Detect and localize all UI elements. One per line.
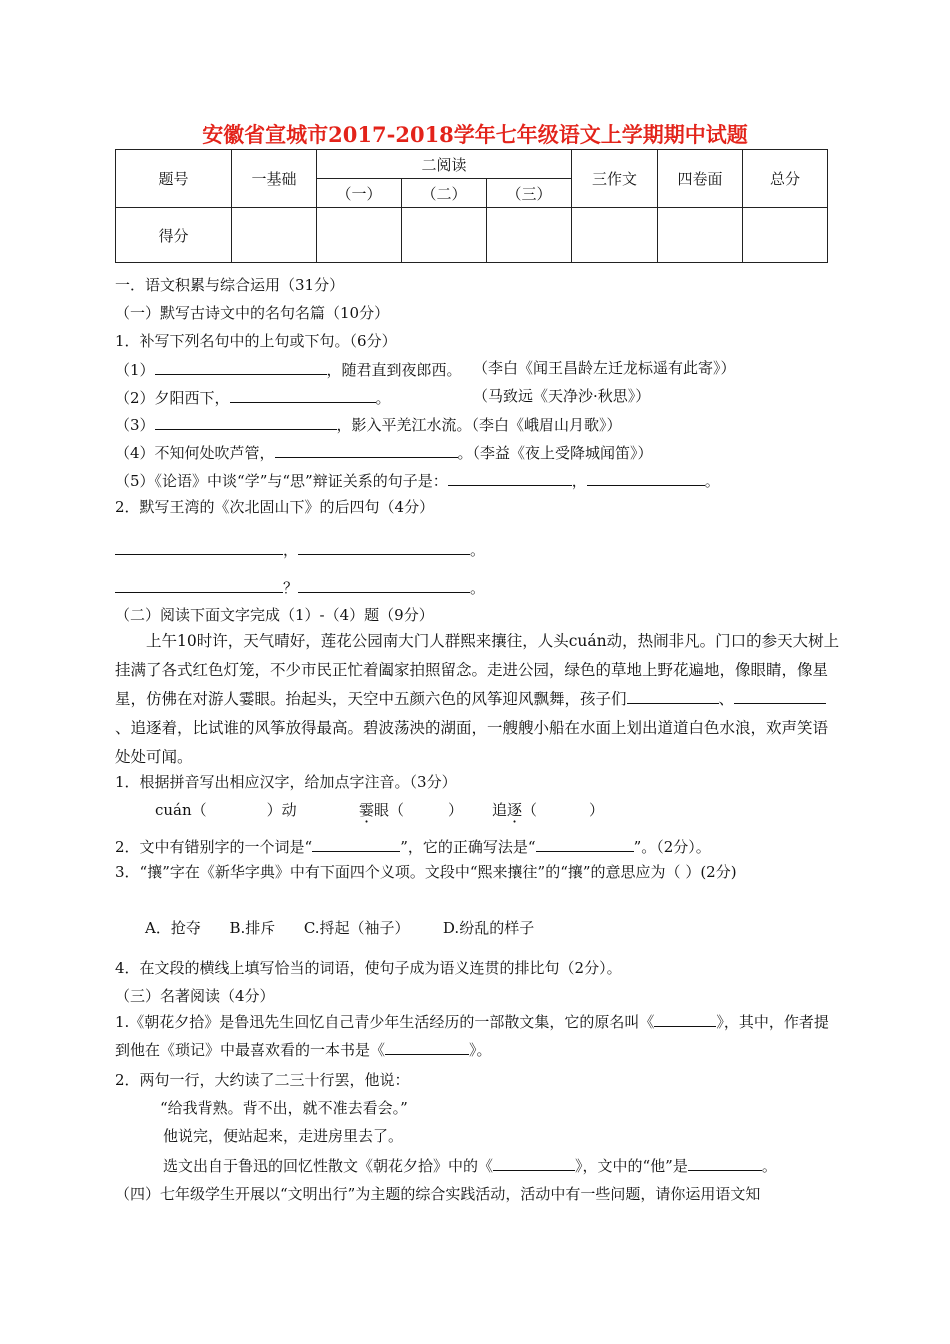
header-sub-3: （三） (487, 179, 572, 208)
question-1-2: （2）夕阳西下， 。 （马致远《天净沙·秋思》） (115, 387, 651, 407)
header-jichu: 一基础 (232, 150, 317, 208)
exam-title: 安徽省宣城市2017-2018学年七年级语文上学期期中试题 (202, 122, 748, 147)
part4-text: （四）七年级学生开展以“文明出行”为主题的综合实践活动，活动中有一些问题，请你运用语文知 (115, 1185, 761, 1203)
score-table (115, 149, 828, 263)
header-sub-2: （二） (402, 179, 487, 208)
answer-blank[interactable] (448, 469, 572, 486)
answer-blank[interactable] (385, 1038, 469, 1055)
answer-blank[interactable] (155, 358, 327, 375)
reading-passage: 上午10时许，天气晴好，莲花公园南大门人群熙来攘往，人头cuán动，热闹非凡。门口的参天大树上挂满了各式红色灯笼，不少市民正忙着阖家拍照留念。走进公园，绿色的草地上野花遍地，像眼睛，像星星，仿佛在对游人霎眼。抬起头，天空中五颜六色的风筝迎风飘舞，孩子们 、、追逐着，比试谁的风筝放得最高。碧波荡泱的湖面，一艘艘小船在水面上划出道道白色水浪，欢声笑语处处可闻。 (115, 632, 840, 766)
question-1-3: （3） ，影入平羌江水流。（李白《峨眉山月歌》） (115, 413, 622, 435)
header-zongfen: 总分 (743, 150, 828, 208)
p3-quote: “给我背熟。背不出，就不准去看会。” (160, 1099, 408, 1117)
answer-blank[interactable] (493, 1154, 575, 1171)
score-cell[interactable] (232, 208, 317, 263)
question-2: 2．默写王湾的《次北固山下》的后四句（4分） (115, 498, 435, 516)
part3-heading: （三）名著阅读（4分） (115, 987, 275, 1005)
answer-blank[interactable] (587, 469, 705, 486)
answer-blank[interactable] (312, 835, 400, 852)
answer-blank[interactable] (115, 576, 283, 593)
question-1: 1．补写下列名句中的上句或下句。（6分） (115, 332, 397, 350)
answer-blank[interactable] (627, 687, 719, 704)
answer-blank[interactable] (275, 441, 458, 458)
question-1-4: （4）不知何处吹芦管， 。（李益《夜上受降城闻笛》） (115, 441, 653, 463)
header-tihao: 题号 (116, 150, 232, 208)
score-cell[interactable] (487, 208, 572, 263)
answer-blank[interactable] (230, 386, 376, 403)
answer-blank[interactable] (115, 538, 283, 555)
row-defen-label: 得分 (116, 208, 232, 263)
p2-question-3-options: A．抢夺 B.排斥 C.捋起（袖子） D.纷乱的样子 (145, 919, 535, 937)
p2-question-4: 4．在文段的横线上填写恰当的词语，使句子成为语义连贯的排比句（2分）。 (115, 959, 622, 977)
p2-question-3: 3．“攘”字在《新华字典》中有下面四个义项。文段中“熙来攘往”的“攘”的意思应为（ ）(2分) (115, 863, 737, 881)
score-cell[interactable] (402, 208, 487, 263)
part1-heading: （一）默写古诗文中的名句名篇（10分） (115, 304, 390, 322)
p3-question-2-ask: 选文出自于鲁迅的回忆性散文《朝花夕拾》中的《 》，文中的“他”是 。 (163, 1154, 777, 1176)
part2-heading: （二）阅读下面文字完成（1）-（4）题（9分） (115, 606, 434, 624)
section1-heading: 一．语文积累与综合运用（31分） (115, 276, 345, 294)
p2-question-1: 1．根据拼音写出相应汉字，给加点字注音。（3分） (115, 773, 457, 791)
header-yuedu: 二阅读 (317, 150, 572, 179)
score-cell[interactable] (658, 208, 743, 263)
score-cell[interactable] (317, 208, 402, 263)
score-cell[interactable] (743, 208, 828, 263)
p2-question-1-items: cuán（ ）动 霎眼（ ） 追逐（ ） (155, 801, 605, 819)
p2-question-2: 2．文中有错别字的一个词是“ ”，它的正确写法是“ ”。（2分）。 (115, 835, 711, 857)
poem-line-2: ？ 。 (115, 576, 485, 598)
score-cell[interactable] (572, 208, 658, 263)
answer-blank[interactable] (298, 576, 470, 593)
answer-blank[interactable] (155, 413, 337, 430)
answer-blank[interactable] (298, 538, 470, 555)
header-sub-1: （一） (317, 179, 402, 208)
header-juanmian: 四卷面 (658, 150, 743, 208)
question-1-5: （5）《论语》中谈“学”与“思”辩证关系的句子是： ， 。 (115, 469, 720, 491)
answer-blank[interactable] (734, 687, 826, 704)
p3-question-1: 1.《朝花夕拾》是鲁迅先生回忆自己青少年生活经历的一部散文集，它的原名叫《 》，其中，作者提到他在《琐记》中最喜欢看的一本书是《 》。 (115, 1008, 840, 1064)
answer-blank[interactable] (654, 1010, 716, 1027)
p3-narration: 他说完，便站起来，走进房里去了。 (163, 1127, 404, 1145)
answer-blank[interactable] (536, 835, 634, 852)
p3-question-2: 2．两句一行，大约读了二三十行罢，他说： (115, 1071, 410, 1089)
answer-blank[interactable] (688, 1154, 762, 1171)
poem-line-1: ， 。 (115, 538, 485, 560)
header-zuowen: 三作文 (572, 150, 658, 208)
question-1-1: （1） ，随君直到夜郎西。 （李白《闻王昌龄左迁龙标遥有此寄》） (115, 359, 736, 379)
